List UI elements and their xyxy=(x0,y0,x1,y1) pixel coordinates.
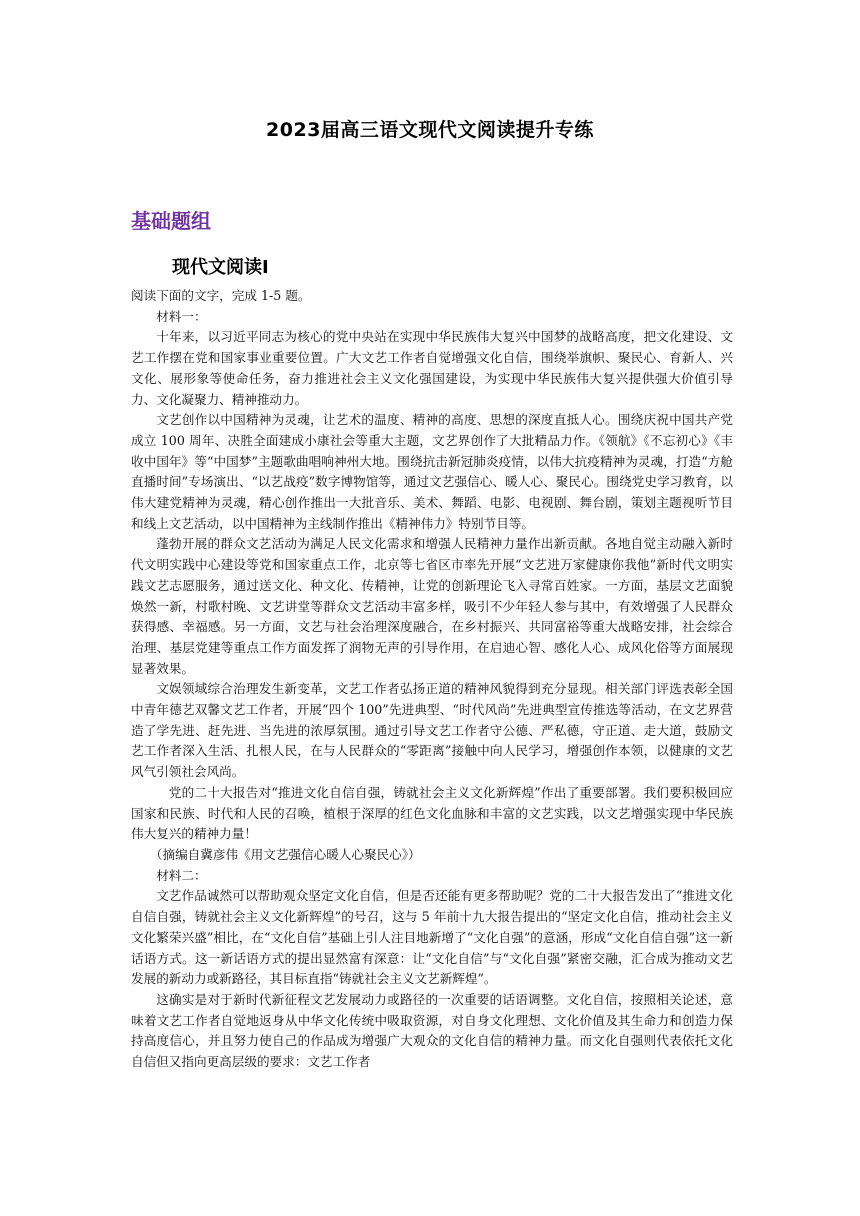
document-title: 2023届高三语文现代文阅读提升专练 xyxy=(266,119,594,141)
body-paragraph: 文娱领域综合治理发生新变革，文艺工作者弘扬正道的精神风貌得到充分显现。相关部门评选表彰全国中青年德艺双馨文艺工作者，开展“四个 100”先进典型、“时代风尚”先进典型宣传推选等活动，在文艺界营造了学先进、赶先进、当先进的浓厚氛围。通过引导文艺工作者守公德、严私德，守正道、走大道，鼓励文艺工作者深入生活、扎根人民，在与人民群众的“零距离”接触中向人民学习，增强创作本领，以健康的文艺风气引领社会风尚。 xyxy=(131,681,733,780)
sub-heading: 现代文阅读Ⅰ xyxy=(172,257,269,278)
source-citation: （摘编自冀彦伟《用文艺强信心暖人心聚民心》） xyxy=(149,846,421,862)
body-paragraph: 这确实是对于新时代新征程文艺发展动力或路径的一次重要的话语调整。文化自信，按照相关论述，意味着文艺工作者自觉地返身从中华文化传统中吸取资源，对自身文化理想、文化价值及其生命力和创造力保持高度信心，并且努力使自己的作品成为增强广大观众的文化自信的精神力量。而文化自强则代表依托文化自信但又指向更高层级的要求：文艺工作者 xyxy=(131,991,733,1070)
body-paragraph: 文艺创作以中国精神为灵魂，让艺术的温度、精神的高度、思想的深度直抵人心。围绕庆祝中国共产党成立 100 周年、决胜全面建成小康社会等重大主题，文艺界创作了大批精品力作。《领航》《不忘初心》《丰收中国年》等“中国梦”主题歌曲唱响神州大地。围绕抗击新冠肺炎疫情，以伟大抗疫精神为灵魂，打造“方舱直播时间”专场演出、“以艺战疫”数字博物馆等，通过文艺强信心、暖人心、聚民心。围绕党史学习教育，以伟大建党精神为灵魂，精心创作推出一大批音乐、美术、舞蹈、电影、电视剧、舞台剧，策划主题视听节目和线上文艺活动，以中国精神为主线制作推出《精神伟力》特别节目等。 xyxy=(131,412,733,531)
body-paragraph: 蓬勃开展的群众文艺活动为满足人民文化需求和增强人民精神力量作出新贡献。各地自觉主动融入新时代文明实践中心建设等党和国家重点工作，北京等七省区市率先开展“文艺进万家健康你我他”新时代文明实践文艺志愿服务，通过送文化、种文化、传精神，让党的创新理论飞入寻常百姓家。一方面，基层文艺面貌焕然一新，村歌村晚、文艺讲堂等群众文艺活动丰富多样，吸引不少年轻人参与其中，有效增强了人民群众获得感、幸福感。另一方面，文艺与社会治理深度融合，在乡村振兴、共同富裕等重大战略安排，社会综合治理、基层党建等重点工作方面发挥了润物无声的引导作用，在启迪心智、感化人心、成风化俗等方面展现显著效果。 xyxy=(131,536,733,676)
body-paragraph: 文艺作品诚然可以帮助观众坚定文化自信，但是否还能有更多帮助呢？党的二十大报告发出了“推进文化自信自强，铸就社会主义文化新辉煌”的号召，这与 5 年前十九大报告提出的“坚定文化自信，推动社会主义文化繁荣兴盛”相比，在“文化自信”基础上引人注目地新增了“文化自强”的意涵，形成“文化自信自强”这一新话语方式。这一新话语方式的提出显然富有深意：让“文化自信”与“文化自强”紧密交融，汇合成为推动文艺发展的新动力或新路径，其目标直指“铸就社会主义文艺新辉煌”。 xyxy=(131,888,733,987)
instruction-paragraph: 阅读下面的文字，完成 1-5 题。 xyxy=(131,288,311,303)
section-heading: 基础题组 xyxy=(131,209,211,233)
body-paragraph: 十年来，以习近平同志为核心的党中央站在实现中华民族伟大复兴中国梦的战略高度，把文化建设、文艺工作摆在党和国家事业重要位置。广大文艺工作者自觉增强文化自信，围绕举旗帜、聚民心、育新人、兴文化、展形象等使命任务，奋力推进社会主义文化强国建设，为实现中华民族伟大复兴提供强大价值引导力、文化凝聚力、精神推动力。 xyxy=(131,329,733,407)
document-body xyxy=(131,286,733,1073)
body-paragraph: 党的二十大报告对“推进文化自信自强，铸就社会主义文化新辉煌”作出了重要部署。我们要积极回应国家和民族、时代和人民的召唤，植根于深厚的红色文化血脉和丰富的文艺实践，以文艺增强实现中华民族伟大复兴的精神力量！ xyxy=(131,784,733,842)
material-label: 材料二： xyxy=(156,867,207,883)
material-label: 材料一： xyxy=(156,308,207,324)
